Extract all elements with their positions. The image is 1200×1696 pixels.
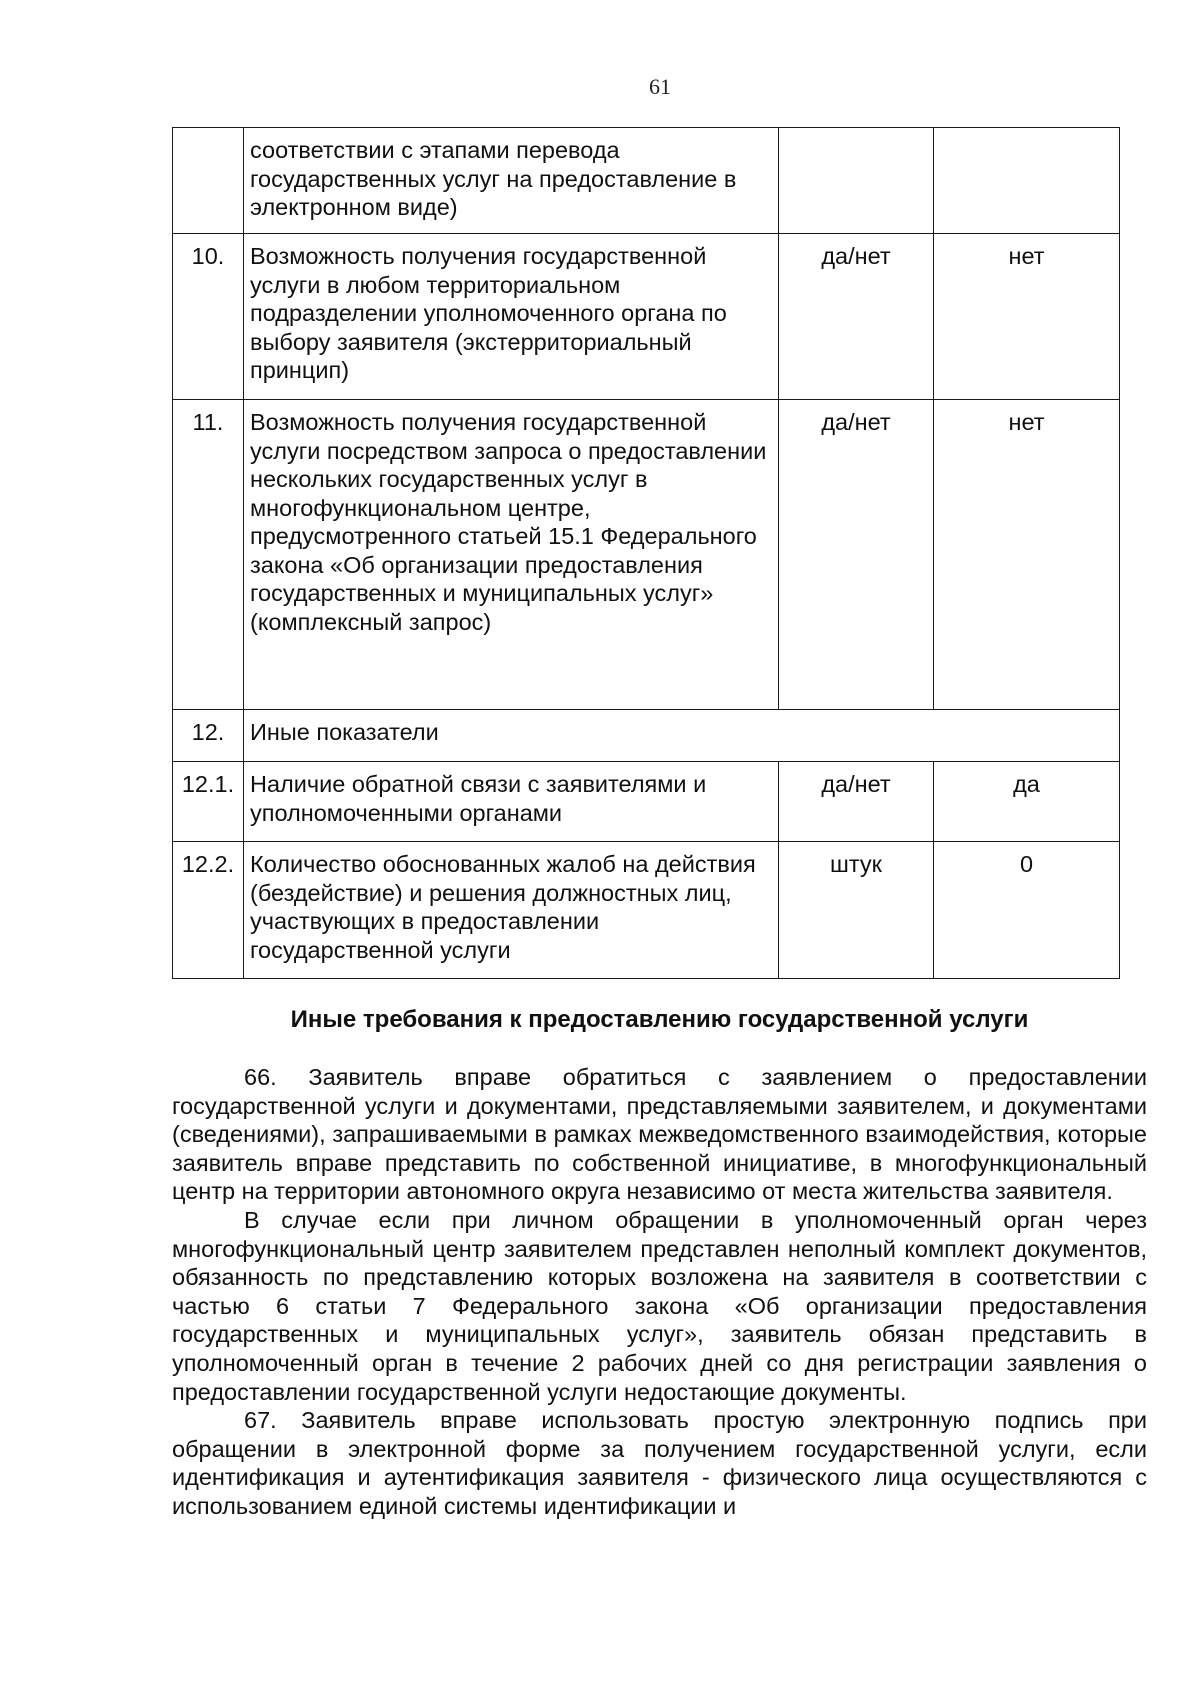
indicator-text: Наличие обратной связи с заявителями и уполномоченными органами (244, 762, 779, 842)
page-number: 61 (649, 74, 671, 99)
value-cell: да (934, 762, 1120, 842)
table-row (173, 128, 1120, 234)
value-cell (934, 128, 1120, 234)
value-cell: нет (934, 234, 1120, 400)
value-cell: 0 (934, 842, 1120, 979)
table-row (173, 234, 1120, 400)
table-row (173, 842, 1120, 979)
body-text (172, 1063, 1147, 1521)
row-number: 12.2. (173, 842, 244, 979)
indicator-text: Возможность получения государственной услуги посредством запроса о предоставлении нескольких государственных услуг в многофункциональном центре, предусмотренного статьей 15.1 Федерального закона «Об организации предоставления государственных и муниципальных услуг» (комплексный запрос) (244, 400, 779, 710)
section-heading: Иные требования к предоставлению государственной услуги (290, 1006, 1029, 1033)
table-row (173, 762, 1120, 842)
row-number: 11. (173, 400, 244, 710)
indicator-text: Возможность получения государственной услуги в любом территориальном подразделении уполномоченного органа по выбору заявителя (экстерриториальный принцип) (244, 234, 779, 400)
value-cell: нет (934, 400, 1120, 710)
row-number: 10. (173, 234, 244, 400)
table-row (173, 400, 1120, 710)
unit-cell: да/нет (779, 234, 934, 400)
indicator-text: Иные показатели (244, 710, 1120, 762)
table-row (173, 710, 1120, 762)
row-number (173, 128, 244, 234)
row-number: 12.1. (173, 762, 244, 842)
paragraph-66: 66. Заявитель вправе обратиться с заявлением о предоставлении государственной услуги и документами, представляемыми заявителем, и документами (сведениями), запрашиваемыми в рамках межведомственного взаимодействия, которые заявитель вправе представить по собственной инициативе, в многофункциональный центр на территории автономного округа независимо от места жительства заявителя. (172, 1064, 1147, 1205)
indicator-text: соответствии с этапами перевода государственных услуг на предоставление в электронном виде) (244, 128, 779, 234)
unit-cell: штук (779, 842, 934, 979)
paragraph-incomplete-documents: В случае если при личном обращении в уполномоченный орган через многофункциональный центр заявителем представлен неполный комплект документов, обязанность по представлению которых возложена на заявителя в соответствии с частью 6 статьи 7 Федерального закона «Об организации предоставления государственных и муниципальных услуг», заявитель обязан представить в уполномоченный орган в течение 2 рабочих дней со дня регистрации заявления о предоставлении государственной услуги недостающие документы. (172, 1206, 1147, 1405)
unit-cell (779, 128, 934, 234)
indicator-text: Количество обоснованных жалоб на действия (бездействие) и решения должностных лиц, участвующих в предоставлении государственной услуги (244, 842, 779, 979)
row-number: 12. (173, 710, 244, 762)
unit-cell: да/нет (779, 762, 934, 842)
paragraph-67: 67. Заявитель вправе использовать простую электронную подпись при обращении в электронной форме за получением государственной услуги, если идентификация и аутентификация заявителя - физического лица осуществляются с использованием единой системы идентификации и (172, 1407, 1147, 1519)
indicators-table (172, 127, 1120, 979)
unit-cell: да/нет (779, 400, 934, 710)
